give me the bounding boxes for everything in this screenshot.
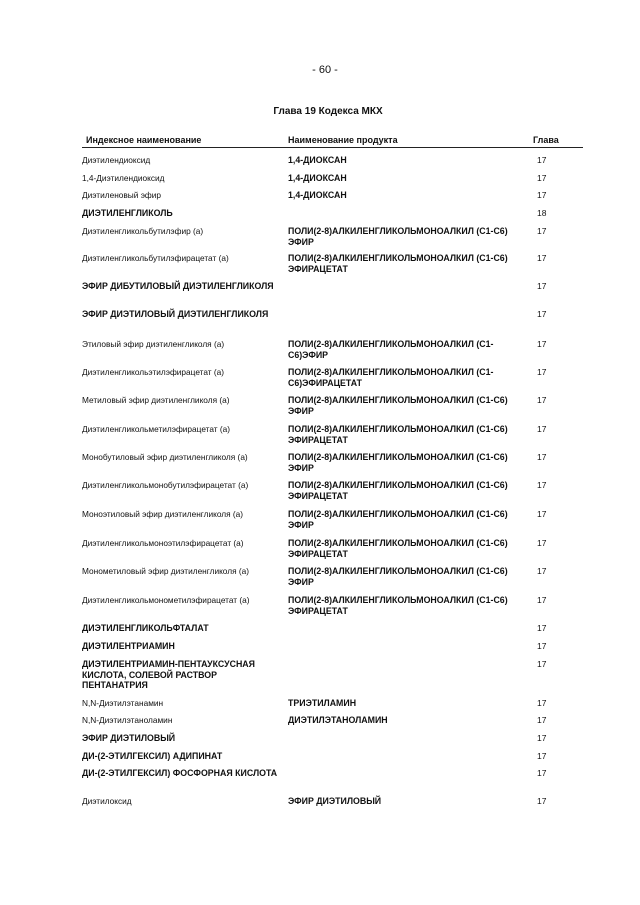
product-name: ПОЛИ(2-8)АЛКИЛЕНГЛИКОЛЬМОНОАЛКИЛ (С1-С6) ЭФИРАЦЕТАТ <box>288 538 508 559</box>
product-name: ПОЛИ(2-8)АЛКИЛЕНГЛИКОЛЬМОНОАЛКИЛ (С1-С6)ЭФИР <box>288 339 494 360</box>
chapter-number: 17 <box>537 226 547 236</box>
index-name: ДИЭТИЛЕНТРИАМИН-ПЕНТАУКСУСНАЯ КИСЛОТА, СОЛЕВОЙ РАСТВОР ПЕНТАНАТРИЯ <box>82 659 255 690</box>
index-name: Диэтиленгликольметилэфирацетат (а) <box>82 424 231 434</box>
chapter-number: 17 <box>537 623 547 633</box>
header-rule <box>82 147 583 148</box>
chapter-number: 17 <box>537 253 547 263</box>
product-name: ПОЛИ(2-8)АЛКИЛЕНГЛИКОЛЬМОНОАЛКИЛ (С1-С6) ЭФИРАЦЕТАТ <box>288 253 508 274</box>
header-product-name: Наименование продукта <box>288 135 398 145</box>
product-name: ЭФИР ДИЭТИЛОВЫЙ <box>288 796 382 806</box>
product-name: ТРИЭТИЛАМИН <box>288 698 357 708</box>
chapter-number: 17 <box>537 155 547 165</box>
chapter-number: 17 <box>537 768 547 778</box>
index-name: Метиловый эфир диэтиленгликоля (а) <box>82 395 230 405</box>
chapter-number: 17 <box>537 538 547 548</box>
product-name: ДИЭТИЛЭТАНОЛАМИН <box>288 715 388 725</box>
index-name: Этиловый эфир диэтиленгликоля (а) <box>82 339 225 349</box>
index-name: N,N-Диэтилэтанамин <box>82 698 164 708</box>
page-title: Глава 19 Кодекса МКХ <box>273 106 383 117</box>
index-name: ЭФИР ДИЭТИЛОВЫЙ <box>82 733 176 743</box>
index-name: ДИ-(2-ЭТИЛГЕКСИЛ) ФОСФОРНАЯ КИСЛОТА <box>82 768 278 778</box>
chapter-number: 17 <box>537 367 547 377</box>
chapter-number: 17 <box>537 480 547 490</box>
product-name: ПОЛИ(2-8)АЛКИЛЕНГЛИКОЛЬМОНОАЛКИЛ (С1-С6) ЭФИРАЦЕТАТ <box>288 424 508 445</box>
index-name: Моноэтиловый эфир диэтиленгликоля (а) <box>82 509 244 519</box>
chapter-number: 17 <box>537 595 547 605</box>
page-number: - 60 - <box>312 64 338 76</box>
chapter-number: 17 <box>537 566 547 576</box>
chapter-number: 17 <box>537 173 547 183</box>
index-name: Диэтиленгликольмонобутилэфирацетат (а) <box>82 480 249 490</box>
chapter-number: 17 <box>537 281 547 291</box>
index-name: 1,4-Диэтилендиоксид <box>82 173 165 183</box>
chapter-number: 17 <box>537 659 547 669</box>
chapter-number: 17 <box>537 698 547 708</box>
product-name: ПОЛИ(2-8)АЛКИЛЕНГЛИКОЛЬМОНОАЛКИЛ (С1-С6) ЭФИР <box>288 452 508 473</box>
index-name: N,N-Диэтилэтаноламин <box>82 715 173 725</box>
index-name: ДИЭТИЛЕНТРИАМИН <box>82 641 175 651</box>
index-name: Диэтиленгликольэтилэфирацетат (а) <box>82 367 225 377</box>
product-name: ПОЛИ(2-8)АЛКИЛЕНГЛИКОЛЬМОНОАЛКИЛ (С1-С6) ЭФИРАЦЕТАТ <box>288 595 508 616</box>
product-name: 1,4-ДИОКСАН <box>288 155 347 165</box>
product-name: ПОЛИ(2-8)АЛКИЛЕНГЛИКОЛЬМОНОАЛКИЛ (С1-С6)ЭФИРАЦЕТАТ <box>288 367 494 388</box>
chapter-number: 17 <box>537 715 547 725</box>
index-name: ДИЭТИЛЕНГЛИКОЛЬФТАЛАТ <box>82 623 209 633</box>
chapter-number: 17 <box>537 509 547 519</box>
product-name: ПОЛИ(2-8)АЛКИЛЕНГЛИКОЛЬМОНОАЛКИЛ (С1-С6) ЭФИР <box>288 566 508 587</box>
product-name: ПОЛИ(2-8)АЛКИЛЕНГЛИКОЛЬМОНОАЛКИЛ (С1-С6) ЭФИР <box>288 395 508 416</box>
header-chapter: Глава <box>533 135 559 145</box>
index-name: ЭФИР ДИЭТИЛОВЫЙ ДИЭТИЛЕНГЛИКОЛЯ <box>82 309 269 319</box>
chapter-number: 17 <box>537 796 547 806</box>
index-name: ДИЭТИЛЕНГЛИКОЛЬ <box>82 208 173 218</box>
chapter-number: 18 <box>537 208 547 218</box>
chapter-number: 17 <box>537 751 547 761</box>
product-name: ПОЛИ(2-8)АЛКИЛЕНГЛИКОЛЬМОНОАЛКИЛ (С1-С6) ЭФИР <box>288 509 508 530</box>
index-name: ДИ-(2-ЭТИЛГЕКСИЛ) АДИПИНАТ <box>82 751 223 761</box>
index-name: Диэтилендиоксид <box>82 155 151 165</box>
chapter-number: 17 <box>537 452 547 462</box>
index-name: Монобутиловый эфир диэтиленгликоля (а) <box>82 452 248 462</box>
chapter-number: 17 <box>537 190 547 200</box>
index-name: Диэтиленгликольмонометилэфирацетат (а) <box>82 595 250 605</box>
index-name: Монометиловый эфир диэтиленгликоля (а) <box>82 566 250 576</box>
index-name: Диэтилоксид <box>82 796 132 806</box>
index-name: Диэтиленгликольмоноэтилэфирацетат (а) <box>82 538 244 548</box>
chapter-number: 17 <box>537 424 547 434</box>
chapter-number: 17 <box>537 641 547 651</box>
index-name: Диэтиленовый эфир <box>82 190 162 200</box>
index-name: Диэтиленгликольбутилэфирацетат (а) <box>82 253 229 263</box>
product-name: 1,4-ДИОКСАН <box>288 190 347 200</box>
header-index-name: Индексное наименование <box>86 135 202 145</box>
chapter-number: 17 <box>537 733 547 743</box>
index-name: ЭФИР ДИБУТИЛОВЫЙ ДИЭТИЛЕНГЛИКОЛЯ <box>82 281 274 291</box>
chapter-number: 17 <box>537 395 547 405</box>
product-name: ПОЛИ(2-8)АЛКИЛЕНГЛИКОЛЬМОНОАЛКИЛ (С1-С6) ЭФИРАЦЕТАТ <box>288 480 508 501</box>
product-name: 1,4-ДИОКСАН <box>288 173 347 183</box>
index-name: Диэтиленгликольбутилэфир (а) <box>82 226 204 236</box>
product-name: ПОЛИ(2-8)АЛКИЛЕНГЛИКОЛЬМОНОАЛКИЛ (С1-С6) ЭФИР <box>288 226 508 247</box>
chapter-number: 17 <box>537 339 547 349</box>
chapter-number: 17 <box>537 309 547 319</box>
